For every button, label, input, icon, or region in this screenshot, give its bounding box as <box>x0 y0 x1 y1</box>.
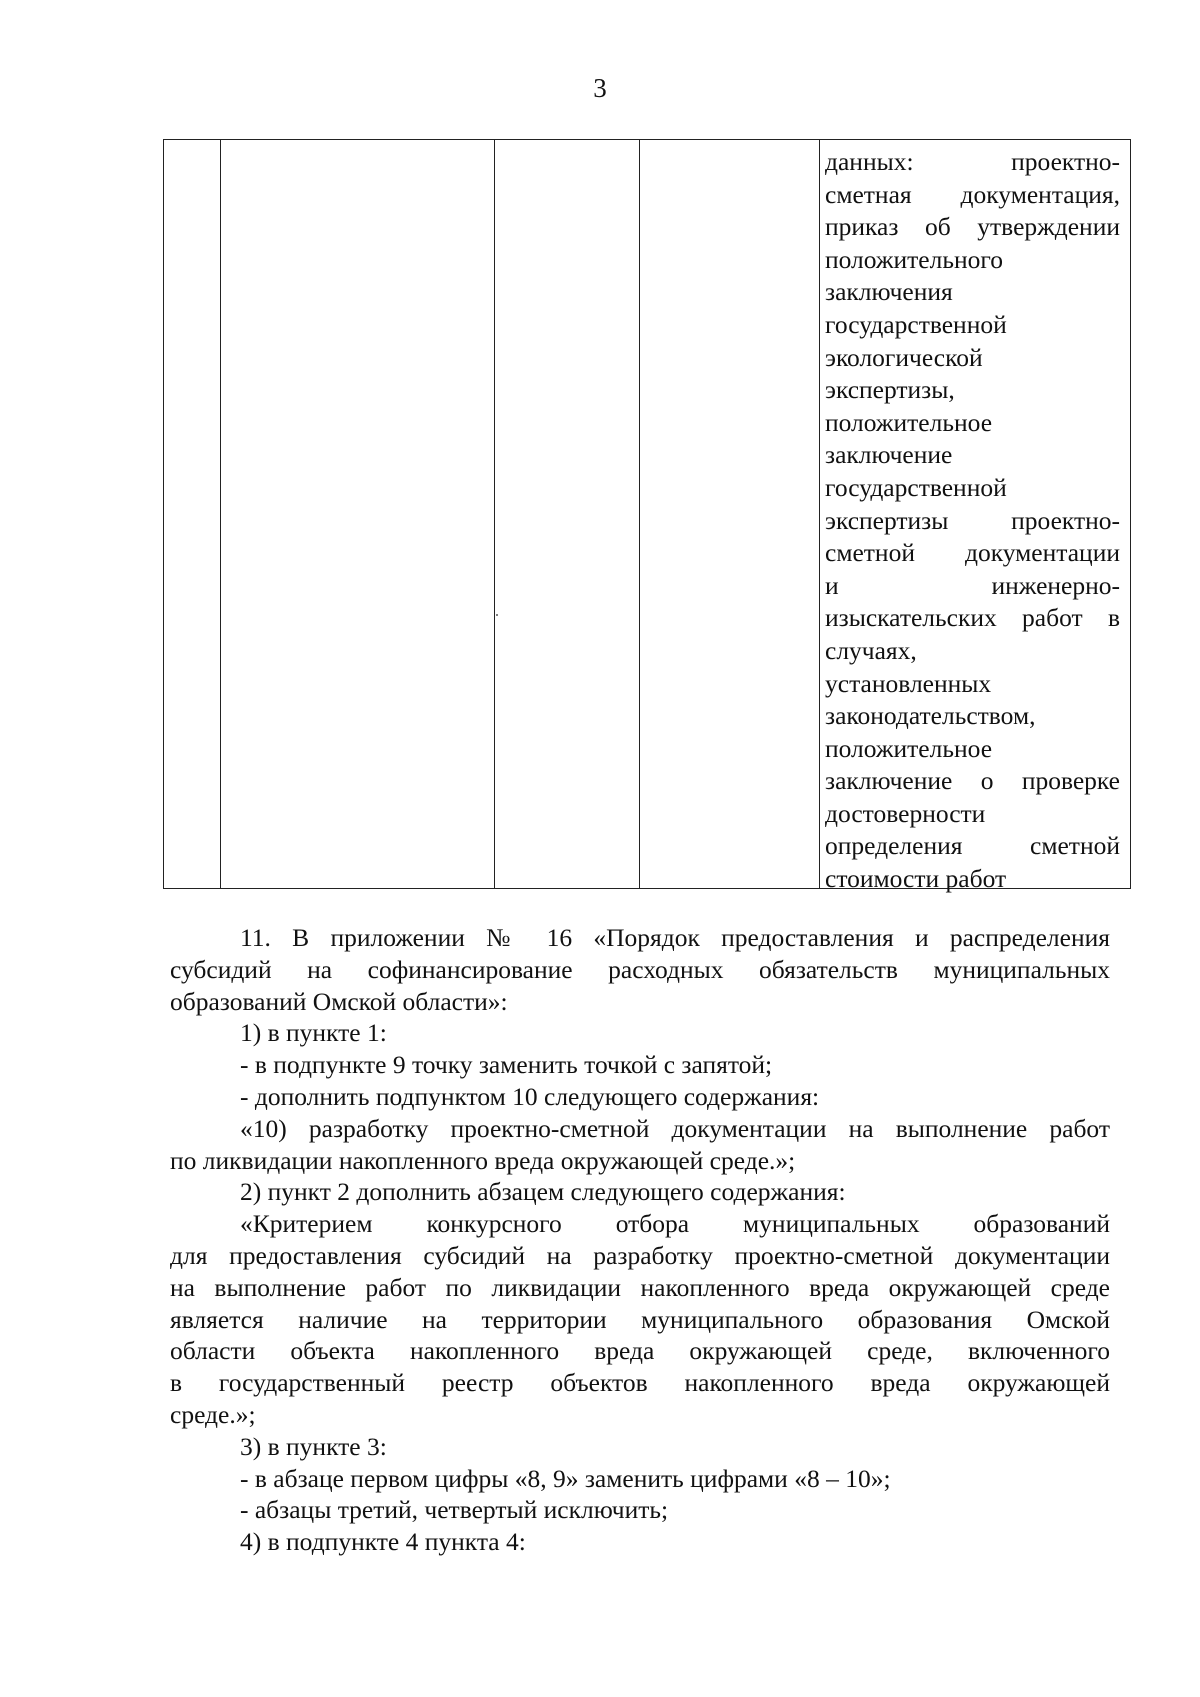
document-body <box>170 922 1110 1558</box>
table-cell-line: государственной <box>825 472 1007 502</box>
continuation-table <box>163 139 1131 894</box>
table-column-divider <box>494 140 495 888</box>
paragraph-line: «Критерием конкурсного отбора муниципальных образований <box>240 1209 1110 1239</box>
paragraph-subitem-1c <box>170 1113 1110 1177</box>
page-number: 3 <box>593 73 607 103</box>
paragraph-subitem-3: 3) в пункте 3: <box>240 1431 387 1461</box>
paragraph-subitem-1: 1) в пункте 1: <box>240 1018 387 1048</box>
paragraph-subitem-1b: - дополнить подпунктом 10 следующего содержания: <box>240 1081 820 1111</box>
paragraph-line: образований Омской области»: <box>170 986 508 1016</box>
table-cell-line: и инженерно- <box>825 570 1120 600</box>
table-cell-line: установленных <box>825 668 992 698</box>
paragraph-line: на выполнение работ по ликвидации накопленного вреда окружающей среде <box>170 1272 1110 1302</box>
table-cell-line: изыскательских работ в <box>825 603 1120 633</box>
paragraph-subitem-3b: - абзацы третий, четвертый исключить; <box>240 1495 669 1525</box>
paragraph-subitem-2: 2) пункт 2 дополнить абзацем следующего содержания: <box>240 1177 846 1207</box>
paragraph-subitem-4: 4) в подпункте 4 пункта 4: <box>240 1527 526 1557</box>
paragraph-line: по ликвидации накопленного вреда окружающей среде.»; <box>170 1145 796 1175</box>
scan-speck <box>496 614 498 616</box>
paragraph-line: является наличие на территории муниципального образования Омской <box>170 1304 1110 1334</box>
table-cell-line: случаях, <box>825 635 917 665</box>
table-cell-line: положительное <box>825 733 993 763</box>
paragraph-line: субсидий на софинансирование расходных обязательств муниципальных <box>170 954 1110 984</box>
table-cell-line: экспертизы, <box>825 375 955 405</box>
table-column-divider <box>819 140 820 888</box>
paragraph-line: 11. В приложении № 16 «Порядок предоставления и распределения <box>240 923 1110 952</box>
paragraph-item-11 <box>170 922 1110 1017</box>
paragraph-line: области объекта накопленного вреда окружающей среде, включенного <box>170 1336 1110 1366</box>
table-cell-line: экспертизы проектно- <box>825 505 1120 535</box>
table-cell-line: сметной документации <box>825 538 1120 568</box>
paragraph-line: в государственный реестр объектов накопленного вреда окружающей <box>170 1368 1110 1398</box>
table-cell-line: положительное <box>825 407 993 437</box>
paragraph-line: «10) разработку проектно-сметной документации на выполнение работ <box>240 1113 1110 1143</box>
table-cell-line: стоимости работ <box>825 864 1007 894</box>
table-cell-line: определения сметной <box>825 831 1120 861</box>
paragraph-subitem-2a <box>170 1208 1110 1431</box>
table-cell-line: государственной <box>825 309 1007 339</box>
table-cell-line: сметная документация, <box>825 179 1120 209</box>
table-cell-line: данных: проектно- <box>825 147 1120 176</box>
table-column-divider <box>220 140 221 888</box>
paragraph-subitem-1a: - в подпункте 9 точку заменить точкой с запятой; <box>240 1050 773 1080</box>
table-cell-line: заключение <box>825 440 953 470</box>
table-column-divider <box>639 140 640 888</box>
table-cell-line: приказ об утверждении <box>825 212 1120 242</box>
table-cell-documents <box>825 146 1120 896</box>
table-cell-line: экологической <box>825 342 983 372</box>
table-cell-line: достоверности <box>825 798 986 828</box>
table-cell-line: законодательством, <box>825 701 1036 731</box>
table-cell-line: заключение о проверке <box>825 766 1120 796</box>
table-cell-line: положительного <box>825 244 1003 274</box>
paragraph-line: для предоставления субсидий на разработку проектно-сметной документации <box>170 1240 1110 1270</box>
table-cell-line: заключения <box>825 277 953 307</box>
paragraph-line: среде.»; <box>170 1399 256 1429</box>
paragraph-subitem-3a: - в абзаце первом цифры «8, 9» заменить цифрами «8 – 10»; <box>240 1463 891 1493</box>
